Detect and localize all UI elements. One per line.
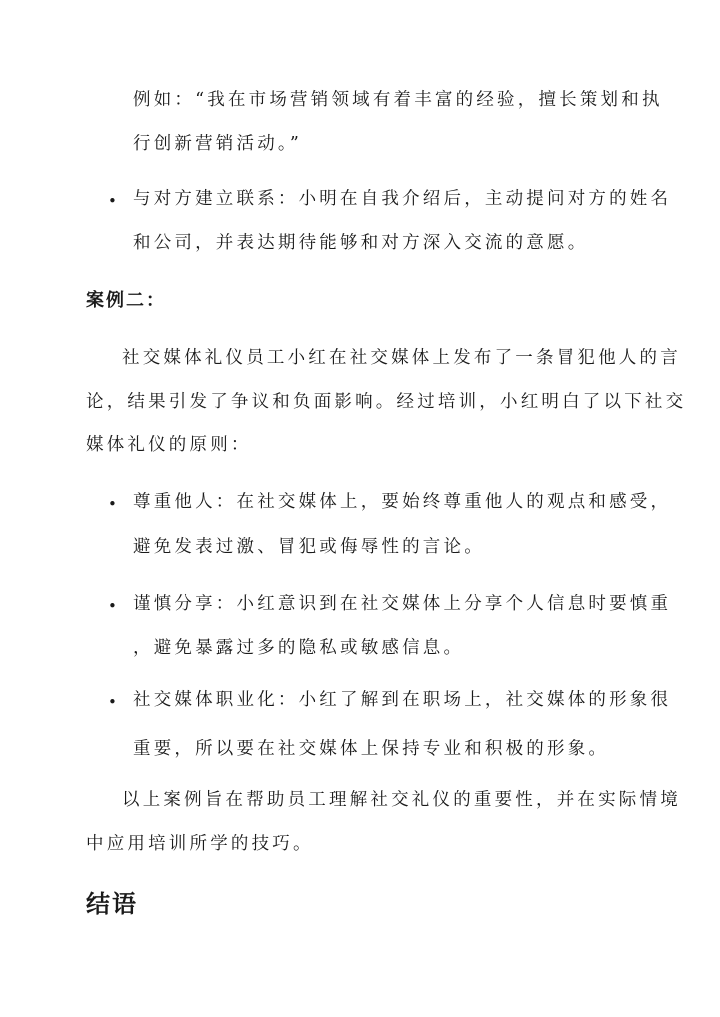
bullet-careful-share-line-1: 谨慎分享：小红意识到在社交媒体上分享个人信息时要慎重: [133, 594, 672, 614]
bullet-connect-line-1: 与对方建立联系：小明在自我介绍后，主动提问对方的姓名: [133, 189, 672, 209]
intro-line-2: 行创新营销活动。”: [133, 134, 302, 154]
intro-line-1: 例如：“我在市场营销领域有着丰富的经验，擅长策划和执: [133, 90, 663, 110]
bullet-dot: •: [108, 693, 117, 711]
conclusion-title: 结语: [86, 889, 138, 918]
bullet-professional-line-2: 重要，所以要在社交媒体上保持专业和积极的形象。: [133, 739, 610, 759]
summary-line-2: 中应用培训所学的技巧。: [86, 834, 314, 854]
bullet-careful-share-line-2: ，避免暴露过多的隐私或敏感信息。: [133, 638, 465, 658]
bullet-professional-line-1: 社交媒体职业化：小红了解到在职场上，社交媒体的形象很: [133, 690, 672, 710]
bullet-connect-line-2: 和公司，并表达期待能够和对方深入交流的意愿。: [133, 233, 589, 253]
bullet-respect-line-1: 尊重他人：在社交媒体上，要始终尊重他人的观点和感受，: [133, 492, 672, 512]
bullet-dot: •: [108, 597, 117, 615]
case2-title: 案例二：: [86, 290, 166, 311]
case2-para-line-1: 社交媒体礼仪员工小红在社交媒体上发布了一条冒犯他人的言: [122, 348, 681, 368]
bullet-dot: •: [108, 192, 117, 210]
summary-line-1: 以上案例旨在帮助员工理解社交礼仪的重要性，并在实际情境: [122, 790, 681, 810]
case2-para-line-3: 媒体礼仪的原则：: [86, 435, 252, 455]
case2-para-line-2: 论，结果引发了争议和负面影响。经过培训，小红明白了以下社交: [86, 392, 687, 412]
bullet-dot: •: [108, 495, 117, 513]
bullet-respect-line-2: 避免发表过激、冒犯或侮辱性的言论。: [133, 537, 485, 557]
